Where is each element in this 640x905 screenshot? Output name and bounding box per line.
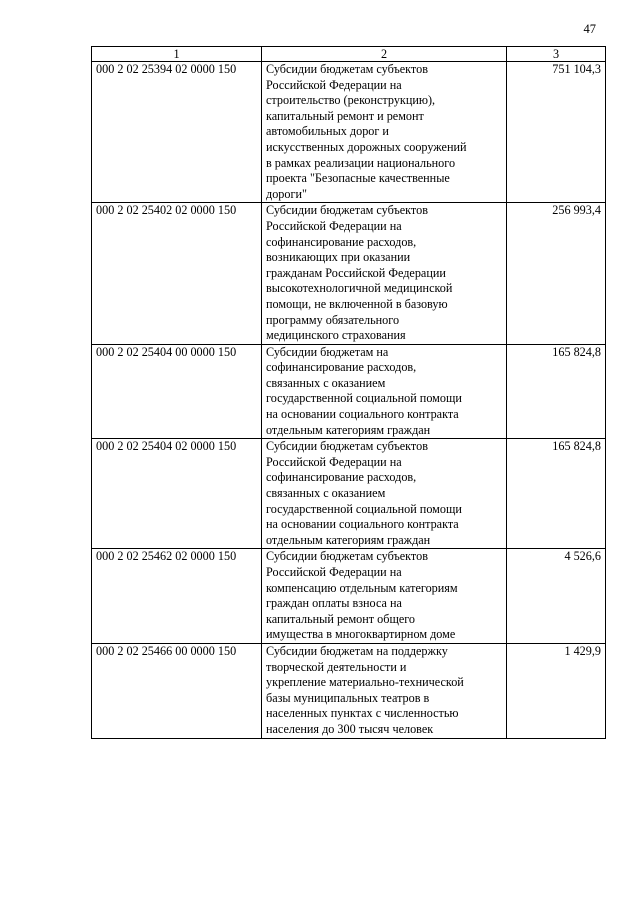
description-line: программу обязательного — [266, 312, 400, 327]
description-line: медицинского страхования — [266, 328, 406, 343]
description-line: Российской Федерации на — [266, 218, 402, 233]
header-col-2: 2 — [262, 47, 507, 62]
description-line: капитальный ремонт общего — [266, 611, 416, 626]
description-line: строительство (реконструкцию), — [266, 93, 436, 108]
description-line: базы муниципальных театров в — [266, 690, 430, 705]
amount: 1 429,9 — [507, 643, 606, 738]
description-line: Субсидии бюджетам субъектов — [266, 549, 428, 564]
description-line: связанных с оказанием — [266, 375, 386, 390]
description-line: связанных с оказанием — [266, 486, 386, 501]
description — [262, 62, 507, 203]
page-number: 47 — [583, 22, 596, 36]
description-line: софинансирование расходов, — [266, 360, 417, 375]
description-line: на основании социального контракта — [266, 517, 459, 532]
description-line: отдельным категориям граждан — [266, 422, 431, 437]
description-line: гражданам Российской Федерации — [266, 265, 446, 280]
amount: 256 993,4 — [507, 203, 606, 344]
table-row — [92, 344, 606, 439]
table-body — [92, 62, 606, 739]
amount: 4 526,6 — [507, 549, 606, 644]
description-line: государственной социальной помощи — [266, 501, 462, 516]
description-line: Субсидии бюджетам на — [266, 344, 389, 359]
amount: 751 104,3 — [507, 62, 606, 203]
budget-code: 000 2 02 25404 00 0000 150 — [92, 344, 262, 439]
table-header-row — [92, 47, 606, 62]
description-line: проекта "Безопасные качественные — [266, 171, 450, 186]
table-row — [92, 203, 606, 344]
description — [262, 549, 507, 644]
table-row — [92, 549, 606, 644]
description — [262, 439, 507, 549]
description-line: творческой деятельности и — [266, 659, 407, 674]
description-line: Субсидии бюджетам субъектов — [266, 439, 428, 454]
description-line: на основании социального контракта — [266, 407, 459, 422]
description-line: софинансирование расходов, — [266, 470, 417, 485]
description-line: укрепление материально-технической — [266, 675, 464, 690]
description-line: Российской Федерации на — [266, 454, 402, 469]
description-line: населенных пунктах с численностью — [266, 706, 459, 721]
description-line: Субсидии бюджетам субъектов — [266, 62, 428, 76]
description-line: Субсидии бюджетам субъектов — [266, 203, 428, 218]
description-line: компенсацию отдельным категориям — [266, 580, 458, 595]
description — [262, 203, 507, 344]
description-line: государственной социальной помощи — [266, 391, 462, 406]
description-line: Субсидии бюджетам на поддержку — [266, 643, 448, 658]
budget-code: 000 2 02 25394 02 0000 150 — [92, 62, 262, 203]
amount: 165 824,8 — [507, 344, 606, 439]
budget-table — [91, 46, 606, 739]
description — [262, 344, 507, 439]
amount: 165 824,8 — [507, 439, 606, 549]
description-line: в рамках реализации национального — [266, 155, 456, 170]
description-line: имущества в многоквартирном доме — [266, 627, 456, 642]
header-col-1: 1 — [92, 47, 262, 62]
table-row — [92, 643, 606, 738]
table-row — [92, 439, 606, 549]
description-line: капитальный ремонт и ремонт — [266, 108, 424, 123]
description-line: Российской Федерации на — [266, 565, 402, 579]
budget-code: 000 2 02 25404 02 0000 150 — [92, 439, 262, 549]
budget-code: 000 2 02 25466 00 0000 150 — [92, 643, 262, 738]
description-line: дороги" — [266, 186, 307, 201]
description-line: возникающих при оказании — [266, 250, 411, 265]
description-line: населения до 300 тысяч человек — [266, 721, 434, 736]
description-line: помощи, не включенной в базовую — [266, 296, 448, 311]
header-col-3: 3 — [507, 47, 606, 62]
description-line: Российской Федерации на — [266, 77, 402, 92]
description-line: граждан оплаты взноса на — [266, 596, 402, 611]
description-line: софинансирование расходов, — [266, 234, 417, 249]
description-line: искусственных дорожных сооружений — [266, 139, 467, 154]
table-row — [92, 62, 606, 203]
description-line: высокотехнологичной медицинской — [266, 281, 453, 296]
budget-code: 000 2 02 25402 02 0000 150 — [92, 203, 262, 344]
description-line: отдельным категориям граждан — [266, 532, 431, 547]
budget-code: 000 2 02 25462 02 0000 150 — [92, 549, 262, 644]
description — [262, 643, 507, 738]
description-line: автомобильных дорог и — [266, 124, 389, 139]
